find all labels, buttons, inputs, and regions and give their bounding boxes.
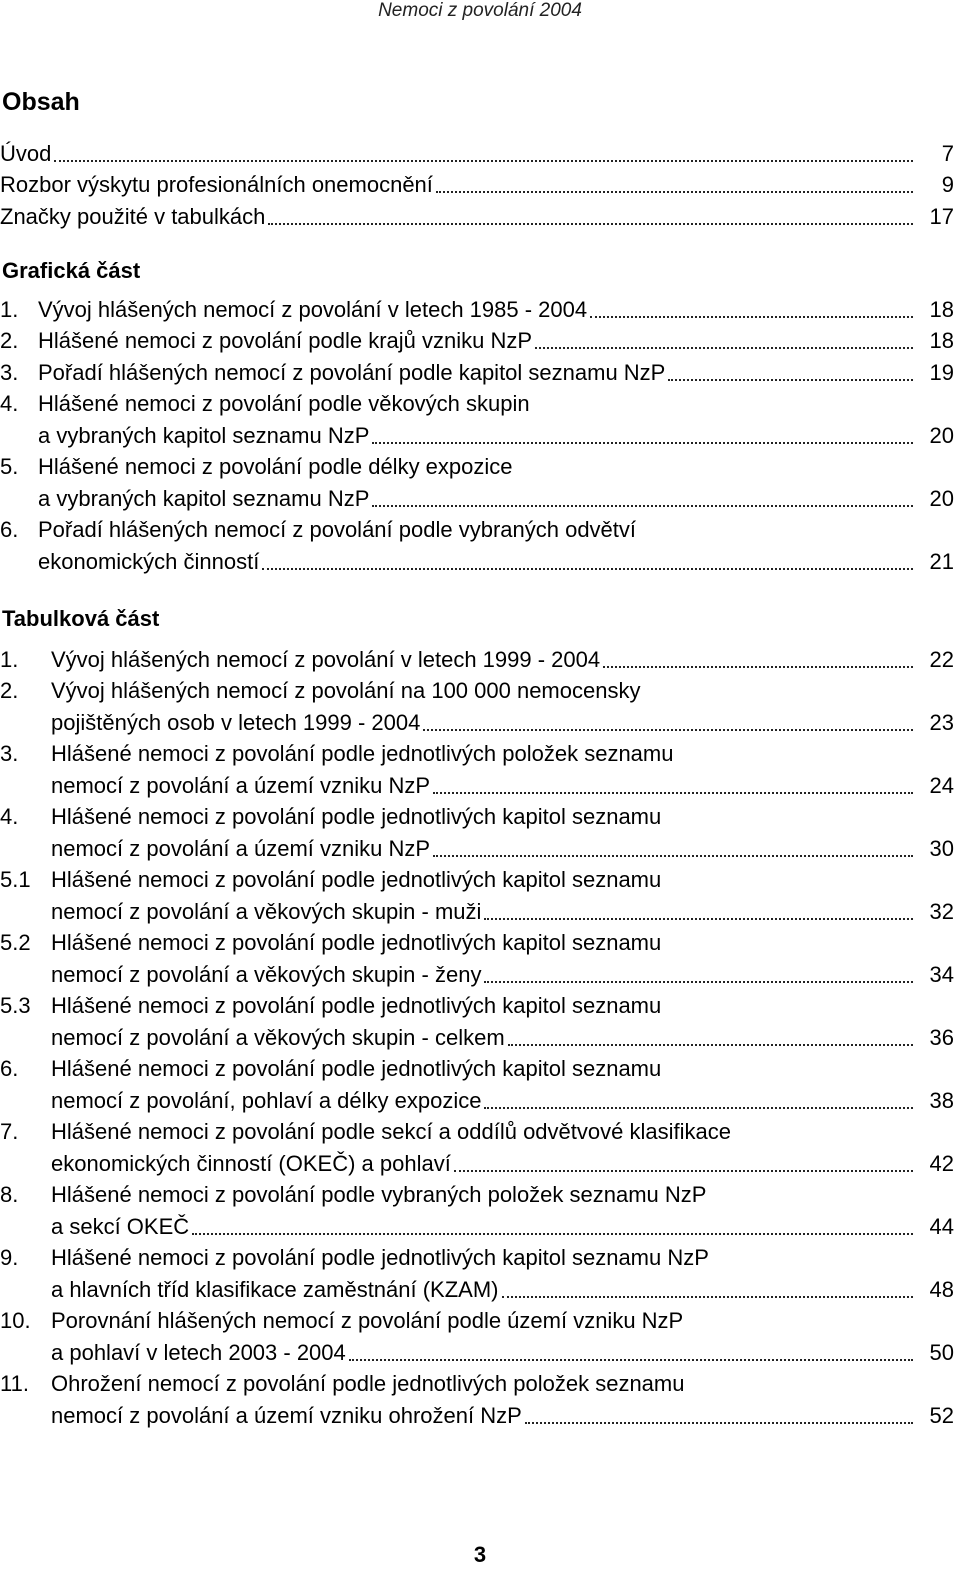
toc-entry-page: 24 [929, 772, 954, 798]
toc-entry-page: 30 [929, 835, 954, 861]
toc-entry-number: 1. [0, 296, 19, 322]
toc-entry-label: a sekcí OKEČ [51, 1213, 190, 1239]
toc-entry-page: 21 [929, 548, 954, 574]
toc-entry-line [0, 925, 960, 957]
toc-entry [0, 323, 960, 355]
table-list [0, 641, 960, 1429]
toc-entry-line [0, 893, 960, 925]
dot-leader [535, 347, 913, 349]
toc-entry-number: 4. [0, 804, 19, 829]
toc-entry-line [0, 480, 960, 512]
toc-entry-number: 7. [0, 1119, 19, 1144]
toc-entry-number: 11. [0, 1371, 29, 1396]
toc-entry-text [51, 836, 916, 862]
toc-entry-label: Hlášené nemoci z povolání podle sekcí a oddílů odvětvové klasifikace [51, 1119, 731, 1144]
toc-entry-line [0, 449, 960, 481]
toc-entry-line [0, 512, 960, 544]
toc-entry-line [0, 543, 960, 575]
toc-entry-text [38, 360, 916, 386]
toc-entry [0, 449, 960, 512]
toc-entry-label: Úvod [0, 140, 52, 166]
toc-entry-text [51, 1245, 960, 1271]
toc-entry-text [38, 328, 916, 354]
toc-entry-line [0, 736, 960, 768]
toc-entry [0, 641, 960, 673]
toc-entry-line [0, 830, 960, 862]
toc-entry-text [51, 867, 960, 893]
toc-entry [0, 167, 960, 199]
toc-entry-text [0, 204, 916, 230]
toc-entry-label: nemocí z povolání a území vzniku NzP [51, 772, 431, 798]
toc-entry [0, 386, 960, 449]
toc-entry-page: 23 [929, 709, 954, 735]
toc-entry [0, 862, 960, 925]
toc-entry-text [38, 517, 960, 543]
toc-entry-number: 6. [0, 517, 19, 542]
toc-entry-line [0, 1145, 960, 1177]
dot-leader [372, 505, 913, 507]
toc-entry-line [0, 386, 960, 418]
toc-entry-label: Hlášené nemoci z povolání podle jednotlivých kapitol seznamu [51, 1056, 662, 1081]
toc-entry-text [51, 1025, 916, 1051]
toc-entry-label: a hlavních tříd klasifikace zaměstnání (KZAM) [51, 1276, 499, 1302]
toc-entry-label: a pohlaví v letech 2003 - 2004 [51, 1339, 346, 1365]
toc-entry-line [0, 1082, 960, 1114]
toc-entry-text [38, 486, 916, 512]
toc-entry [0, 1303, 960, 1366]
toc-entry-number: 1. [0, 646, 19, 672]
toc-entry-line [0, 1019, 960, 1051]
toc-entry [0, 198, 960, 230]
toc-entry-number: 9. [0, 1245, 19, 1270]
toc-entry-text [51, 1182, 960, 1208]
toc-entry-label: Porovnání hlášených nemocí z povolání podle území vzniku NzP [51, 1308, 684, 1333]
toc-entry-label: Ohrožení nemocí z povolání podle jednotlivých položek seznamu [51, 1371, 685, 1396]
toc-entry-text [38, 391, 960, 417]
toc-entry-label: Hlášené nemoci z povolání podle jednotlivých položek seznamu [51, 741, 674, 766]
toc-entry [0, 1114, 960, 1177]
toc-entry [0, 925, 960, 988]
toc-entry-page: 52 [929, 1402, 954, 1428]
toc-entry [0, 135, 960, 167]
toc-entry-label: Hlášené nemoci z povolání podle věkových skupin [38, 391, 530, 416]
toc-entry-line [0, 1303, 960, 1335]
toc-entry-label: ekonomických činností (OKEČ) a pohlaví [51, 1150, 451, 1176]
toc-entry-label: Hlášené nemoci z povolání podle délky expozice [38, 454, 513, 479]
toc-entry-text [51, 773, 916, 799]
toc-entry-page: 20 [929, 422, 954, 448]
dot-leader [508, 1044, 913, 1046]
toc-entry-text [51, 1088, 916, 1114]
toc-entry [0, 512, 960, 575]
toc-entry-number: 6. [0, 1056, 19, 1081]
toc-entry-page: 17 [929, 203, 954, 229]
toc-entry-number: 5.2 [0, 930, 31, 955]
toc-entry-line [0, 1366, 960, 1398]
toc-entry-line [0, 673, 960, 705]
toc-entry-label: nemocí z povolání a území vzniku NzP [51, 835, 431, 861]
toc-entry-text [51, 678, 960, 704]
dot-leader [372, 442, 913, 444]
toc-entry-page: 7 [941, 140, 954, 166]
intro-list [0, 135, 960, 230]
dot-leader [525, 1422, 913, 1424]
toc-entry-line [0, 799, 960, 831]
toc-entry-text [51, 930, 960, 956]
toc-entry-text [51, 647, 916, 673]
dot-leader [603, 666, 913, 668]
toc-entry-line [0, 1240, 960, 1272]
toc-entry-text [51, 1403, 916, 1429]
toc-entry-label: Rozbor výskytu profesionálních onemocnění [0, 172, 433, 197]
toc-entry-label: Značky použité v tabulkách [0, 203, 266, 229]
toc-entry-line [0, 1334, 960, 1366]
toc-entry-line [0, 1177, 960, 1209]
dot-leader [349, 1359, 913, 1361]
toc-entry-label: a vybraných kapitol seznamu NzP [38, 422, 370, 448]
dot-leader [484, 918, 913, 920]
toc-entry-line [0, 641, 960, 673]
toc-entry-text [51, 962, 916, 988]
toc-entry-line [0, 417, 960, 449]
toc-entry-text [51, 1371, 960, 1397]
dot-leader [668, 379, 913, 381]
dot-leader [262, 568, 913, 570]
dot-leader [590, 316, 913, 318]
toc-entry-text [51, 1119, 960, 1145]
toc-entry-text [51, 741, 960, 767]
toc-entry-text [51, 1214, 916, 1240]
toc-entry-page: 18 [929, 296, 954, 322]
dot-leader [268, 223, 913, 225]
toc-entry-line [0, 1051, 960, 1083]
toc-entry-text [51, 1308, 960, 1334]
toc-entry-number: 3. [0, 359, 19, 385]
toc-entry-label: ekonomických činností [38, 548, 260, 574]
toc-entry [0, 736, 960, 799]
toc-entry-line [0, 291, 960, 323]
toc-entry [0, 799, 960, 862]
toc-entry-text [38, 549, 916, 575]
toc-entry [0, 291, 960, 323]
toc-entry-number: 3. [0, 741, 19, 766]
toc-entry-label: nemocí z povolání a věkových skupin - celkem [51, 1024, 505, 1050]
toc-entry-label: Vývoj hlášených nemocí z povolání na 100 000 nemocensky [51, 678, 641, 703]
dot-leader [484, 981, 913, 983]
dot-leader [502, 1296, 914, 1298]
toc-entry-label: pojištěných osob v letech 1999 - 2004 [51, 709, 421, 735]
toc-entry-label: Hlášené nemoci z povolání podle jednotlivých kapitol seznamu NzP [51, 1245, 709, 1270]
toc-entry-number: 2. [0, 678, 19, 703]
toc-entry-label: nemocí z povolání a věkových skupin - muži [51, 898, 482, 924]
toc-entry-text [51, 993, 960, 1019]
toc-entry-label: Hlášené nemoci z povolání podle krajů vzniku NzP [38, 328, 533, 353]
toc-entry-line [0, 1208, 960, 1240]
toc-entry-text [51, 804, 960, 830]
toc-entry-text [0, 172, 916, 198]
toc-entry-line [0, 767, 960, 799]
toc-entry-label: Pořadí hlášených nemocí z povolání podle vybraných odvětví [38, 517, 637, 542]
toc-entry-page: 42 [929, 1150, 954, 1176]
toc-title: Obsah [2, 88, 80, 116]
toc-entry-label: Vývoj hlášených nemocí z povolání v letech 1999 - 2004 [51, 646, 601, 672]
toc-entry [0, 1051, 960, 1114]
toc-entry-label: Hlášené nemoci z povolání podle jednotlivých kapitol seznamu [51, 930, 662, 955]
toc-entry-line [0, 704, 960, 736]
toc-entry-label: Hlášené nemoci z povolání podle jednotlivých kapitol seznamu [51, 804, 662, 829]
toc-entry-number: 5. [0, 454, 19, 479]
dot-leader [423, 729, 913, 731]
dot-leader [54, 160, 913, 162]
toc-entry [0, 1240, 960, 1303]
toc-entry-page: 48 [929, 1276, 954, 1302]
toc-entry-label: nemocí z povolání a věkových skupin - ženy [51, 961, 482, 987]
toc-entry-number: 4. [0, 391, 19, 416]
toc-entry [0, 673, 960, 736]
toc-entry-text [51, 1056, 960, 1082]
toc-entry-number: 8. [0, 1182, 19, 1207]
dot-leader [484, 1107, 913, 1109]
toc-entry [0, 1366, 960, 1429]
graphic-section-title: Grafická část [2, 258, 141, 283]
toc-entry-text [0, 141, 916, 167]
toc-entry [0, 988, 960, 1051]
toc-entry-label: Hlášené nemoci z povolání podle jednotlivých kapitol seznamu [51, 867, 662, 892]
toc-entry-number: 2. [0, 328, 19, 353]
toc-entry-text [51, 1277, 916, 1303]
toc-entry-number: 5.1 [0, 867, 31, 892]
toc-entry-line [0, 1114, 960, 1146]
toc-entry-label: a vybraných kapitol seznamu NzP [38, 485, 370, 511]
toc-entry-line [0, 956, 960, 988]
toc-entry-label: Hlášené nemoci z povolání podle jednotlivých kapitol seznamu [51, 993, 662, 1018]
toc-entry-line [0, 323, 960, 355]
toc-entry [0, 1177, 960, 1240]
toc-entry-number: 10. [0, 1308, 31, 1333]
toc-entry-page: 44 [929, 1213, 954, 1239]
toc-entry-page: 32 [929, 898, 954, 924]
toc-entry-page: 22 [929, 646, 954, 672]
toc-entry-line [0, 1271, 960, 1303]
toc-entry-line [0, 1397, 960, 1429]
toc-entry-line [0, 862, 960, 894]
toc-entry-text [51, 710, 916, 736]
toc-entry-page: 19 [929, 359, 954, 385]
page-number: 3 [473, 1542, 487, 1567]
table-section-title: Tabulková část [2, 606, 160, 631]
toc-entry-line [0, 988, 960, 1020]
toc-entry-line [0, 354, 960, 386]
graphic-list [0, 291, 960, 575]
dot-leader [433, 792, 913, 794]
running-header: Nemoci z povolání 2004 [378, 0, 582, 21]
toc-entry-page: 34 [929, 961, 954, 987]
toc-entry-label: nemocí z povolání a území vzniku ohrožení NzP [51, 1402, 522, 1428]
toc-entry [0, 354, 960, 386]
toc-entry-page: 20 [929, 485, 954, 511]
toc-entry-label: nemocí z povolání, pohlaví a délky expozice [51, 1087, 482, 1113]
toc-entry-label: Hlášené nemoci z povolání podle vybraných položek seznamu NzP [51, 1182, 707, 1207]
toc-entry-text [38, 454, 960, 480]
toc-entry-page: 18 [929, 328, 954, 353]
toc-entry-text [38, 297, 916, 323]
dot-leader [436, 191, 913, 193]
toc-entry-page: 50 [929, 1339, 954, 1365]
toc-entry-number: 5.3 [0, 993, 31, 1018]
dot-leader [433, 855, 913, 857]
toc-entry-text [51, 899, 916, 925]
toc-entry-page: 9 [941, 172, 954, 197]
toc-entry-page: 36 [929, 1024, 954, 1050]
dot-leader [192, 1233, 913, 1235]
toc-entry-text [51, 1151, 916, 1177]
toc-entry-page: 38 [929, 1087, 954, 1113]
toc-entry-text [38, 423, 916, 449]
toc-entry-text [51, 1340, 916, 1366]
dot-leader [454, 1170, 913, 1172]
toc-entry-label: Pořadí hlášených nemocí z povolání podle kapitol seznamu NzP [38, 359, 666, 385]
toc-entry-label: Vývoj hlášených nemocí z povolání v letech 1985 - 2004 [38, 296, 588, 322]
